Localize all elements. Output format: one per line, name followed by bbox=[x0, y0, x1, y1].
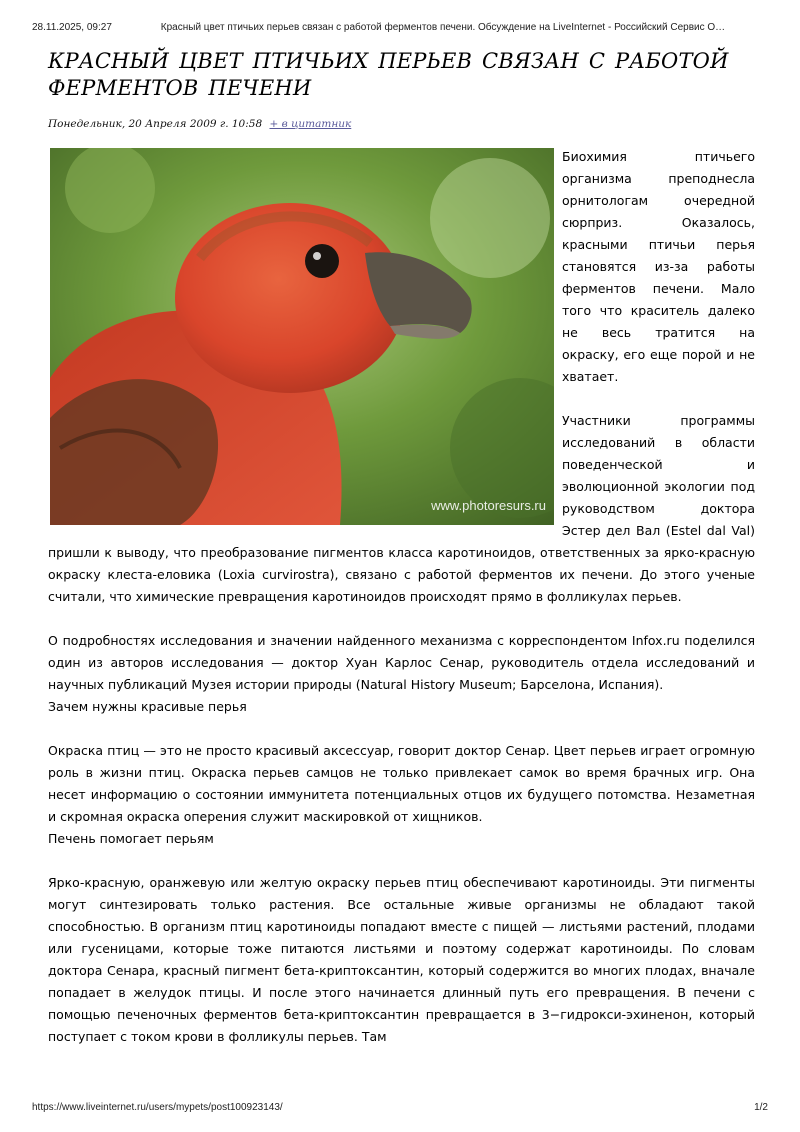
print-footer bbox=[32, 1102, 768, 1113]
article-paragraph: Участники программы исследований в области поведенческой и эволюционной экологии под руководством доктора Эстер дел Вал (Estel dal Val) пришли к выводу, что преобразование пигментов класса каротиноидов, ответственных за ярко-красную окраску клеста-еловика (Loxia curvirostra), связано с работой ферментов их печени. До этого ученые считали, что химические превращения каротиноидов происходят прямо в фолликулах перьев. bbox=[48, 413, 755, 604]
crossbill-image bbox=[50, 148, 554, 525]
article-paragraph: Ярко-красную, оранжевую или желтую окраску перьев птиц обеспечивают каротиноиды. Эти пигменты могут синтезировать только растения. Все остальные живые организмы не обладают такой способностью. В организм птиц каротиноиды попадают вместе с пищей — листьями растений, плодами или гусеницами, которые тоже питаются листьями и поэтому содержат каротиноиды. По словам доктора Сенара, красный пигмент бета-криптоксантин, который содержится во многих плодах, вначале попадает в желудок птицы. И после этого начинается длинный путь его превращения. В печени с помощью печеночных ферментов бета-криптоксантин превращается в 3−гидрокси-эхиненон, который поступает с током крови в фолликулы перьев. Там bbox=[48, 875, 755, 1044]
print-page-number: 1/2 bbox=[754, 1102, 768, 1113]
post-content bbox=[48, 48, 755, 1070]
article-body bbox=[48, 146, 755, 1048]
print-header bbox=[32, 22, 768, 33]
section-subheading: Зачем нужны красивые перья bbox=[48, 699, 247, 714]
article-paragraph: Биохимия птичьего организма преподнесла орнитологам очередной сюрприз. Оказалось, красными птичьи перья становятся из-за работы ферментов печени. Мало того что краситель далеко не весь тратится на окраску, его еще порой и не хватает. bbox=[562, 149, 755, 384]
section-subheading: Печень помогает перьям bbox=[48, 831, 214, 846]
article-paragraph: Окраска птиц — это не просто красивый аксессуар, говорит доктор Сенар. Цвет перьев играет огромную роль в жизни птиц. Окраска перьев самцов не только привлекает самок во время брачных игр. Она несет информацию о состоянии иммунитета потенциальных отцов их будущего потомства. Незаметная и скромная окраска оперения служит маскировкой от хищников. bbox=[48, 743, 755, 824]
article-paragraph: О подробностях исследования и значении найденного механизма с корреспондентом Infox.ru поделился один из авторов исследования — доктор Хуан Карлос Сенар, руководитель отдела исследований и научных публикаций Музея истории природы (Natural History Museum; Барселона, Испания). bbox=[48, 633, 755, 692]
post-title: КРАСНЫЙ ЦВЕТ ПТИЧЬИХ ПЕРЬЕВ СВЯЗАН С РАБОТОЙ ФЕРМЕНТОВ ПЕЧЕНИ bbox=[48, 49, 729, 100]
bird-photo bbox=[50, 148, 554, 525]
print-document-title: Красный цвет птичьих перьев связан с работой ферментов печени. Обсуждение на LiveInternet - Российский Сервис О… bbox=[160, 22, 726, 33]
post-meta bbox=[48, 118, 755, 130]
post-date: Понедельник, 20 Апреля 2009 г. 10:58 bbox=[48, 118, 263, 130]
photo-watermark: www.photoresurs.ru bbox=[431, 498, 546, 513]
print-timestamp: 28.11.2025, 09:27 bbox=[32, 22, 112, 33]
add-to-quotebook-link[interactable]: + в цитатник bbox=[269, 118, 352, 130]
print-url: https://www.liveinternet.ru/users/mypets/post100923143/ bbox=[32, 1102, 283, 1113]
